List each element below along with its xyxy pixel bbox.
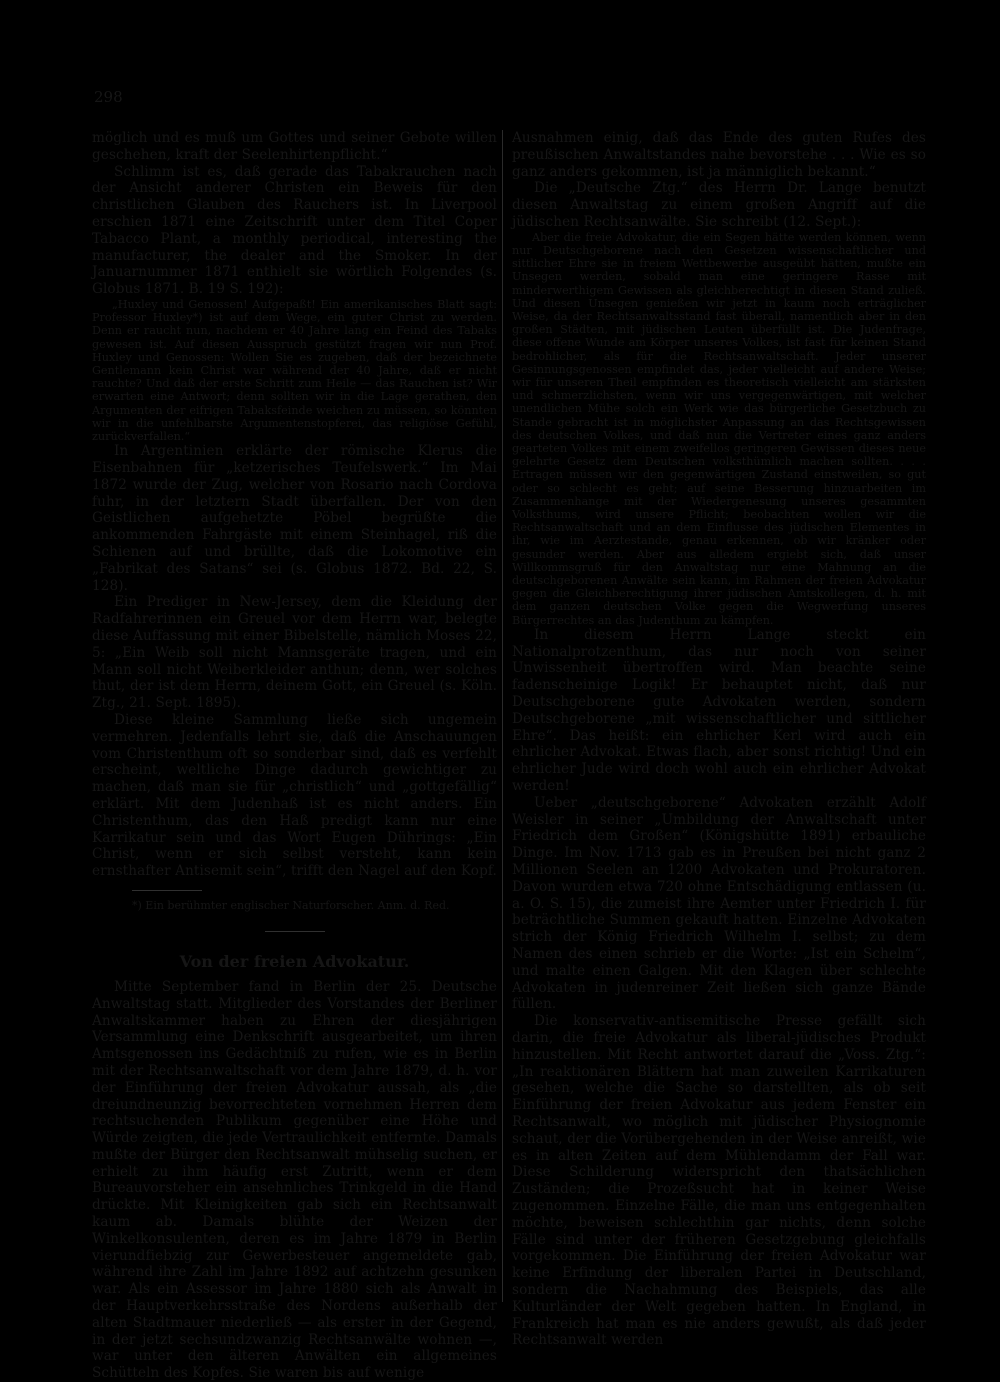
footnote-rule (132, 890, 202, 891)
paragraph: In diesem Herrn Lange steckt ein Nationalprotzenthum, das nur noch von seiner Unwissenheit übertroffen wird. Man beachte seine fadenscheinige Logik! Er behauptet nicht, daß nur Deutschgeborene gute Advokaten werden, sondern Deutschgeborene „mit wissenschaftlicher und sittlicher Ehre“. Das heißt: ein ehrlicher Kerl wird auch ein ehrlicher Advokat. Etwas flach, aber sonst richtig! Und ein ehrlicher Jude wird doch wohl auch ein ehrlicher Advokat werden! (512, 626, 926, 795)
paragraph: Diese kleine Sammlung ließe sich ungemein vermehren. Jedenfalls lehrt sie, daß die Anschauungen vom Christenthum oft so sonderbar sind, daß es verfehlt erscheint, weltliche Dinge dadurch gewichtiger zu machen, daß man sie für „christlich“ und „gottgefällig“ erklärt. Mit dem Judenhaß ist es nicht anders. Ein Christenthum, das den Haß predigt kann nur eine Karrikatur sein und das Wort Eugen Dührings: „Ein Christ, wenn er sich selbst versteht, kann kein ernsthafter Antisemit sein“, trifft den Nagel auf den Kopf. (92, 711, 497, 880)
paragraph: Mitte September fand in Berlin der 25. Deutsche Anwaltstag statt. Mitglieder des Vorstandes der Berliner Anwaltskammer haben zu Ehren der diesjährigen Versammlung eine Denkschrift ausgearbeitet, um ihren Amtsgenossen ins Gedächtniß zu rufen, wie es in Berlin mit der Rechtsanwaltschaft vor dem Jahre 1879, d. h. vor der Einführung der freien Advokatur aussah, als „die dreiundneunzig bevorrechteten vornehmen Herren dem rechtsuchenden Publikum gegenüber eine Höhe und Würde zeigten, die jede Vertraulichkeit entfernte. Damals mußte der Bürger den Rechtsanwalt mühselig suchen, er erhielt zu ihm häufig erst Zutritt, wenn er dem Bureauvorsteher ein ansehnliches Trinkgeld in die Hand drückte. Mit Kleinigkeiten gab sich ein Rechtsanwalt kaum ab. Damals blühte der Weizen der Winkelkonsulenten, deren es im Jahre 1879 in Berlin vierundfiebzig zur Gewerbesteuer angemeldete gab, während ihre Zahl im Jahre 1892 auf achtzehn gesunken war. Als ein Assessor im Jahre 1880 sich als Anwalt in der Hauptverkehrsstraße des Nordens außerhalb der alten Stadtmauer niederließ — als erster in der Gegend, in der jetzt sechsundzwanzig Rechtsanwälte wohnen —, war unter den älteren Anwälten ein allgemeines Schütteln des Kopfes. Sie waren bis auf wenige (92, 978, 497, 1382)
paragraph: Ein Prediger in New-Jersey, dem die Kleidung der Radfahrerinnen ein Greuel vor dem Herrn war, belegte diese Auffassung mit einer Bibelstelle, nämlich Moses 22, 5: „Ein Weib soll nicht Mannsgeräte tragen, und ein Mann soll nicht Weiberkleider anthun; denn, wer solches thut, der ist dem Herrn, deinem Gott, ein Greuel (s. Köln. Ztg., 21. Sept. 1895). (92, 594, 497, 712)
page-number: 298 (94, 88, 123, 106)
section-heading: Von der freien Advokatur. (179, 951, 410, 971)
column-divider (502, 130, 503, 1302)
block-quote: Aber die freie Advokatur, die ein Segen hätte werden können, wenn nur Deutschgeborene nach den Gesetzen wissenschaftlicher und sittlicher Ehre sie in freiem Wettbewerbe ausgeübt hätten, mußte ein Unsegen werden, sobald man eine geringere Rasse mit minderwerthigem Gewissen als gleichberechtigt in diesen Stand zuließ. Und diesen Unsegen genießen wir jetzt in kaum noch erträglicher Weise, da der Rechtsanwaltsstand fast überall, namentlich aber in den großen Städten, mit jüdischen Leuten überfüllt ist. Die Judenfrage, diese offene Wunde am Körper unseres Volkes, ist fast für keinen Stand bedrohlicher, als für die Rechtsanwaltschaft. Jeder unserer Gesinnungsgenossen empfindet das, jeder vielleicht auf andere Weise; wir für unseren Theil empfinden es theoretisch vielleicht am stärksten und schmerzlichsten, wenn wir uns vergegenwärtigen, mit welcher unendlichen Mühe solch ein Werk wie das bürgerliche Gesetzbuch zu Stande gebracht ist in möglichster Anpassung an das Rechtsgewissen des deutschen Volkes, und daß nun die Vertreter eines ganz anders gearteten Volkes mit einem zweifellos geringeren Gewissen dieses neue gelehrte Gesetz dem Deutschen volksthümlich machen sollten. . . . Ertragen müssen wir den gegenwärtigen Zustand einstweilen, so gut oder so schlecht es geht; auf seine Besserung hinzuarbeiten im Zusammenhange mit der Wiedergenesung unseres gesammten Volksthums, wird unsere Pflicht; beobachten wollen wir die Rechtsanwaltschaft und an dem Einflusse des jüdischen Elementes in ihr, wie im Aerztestande, genau erkennen, ob wir kränker oder gesunder werden. Aber aus alledem ergiebt sich, daß unser Willkommsgruß für den Anwaltstag nur eine Mahnung an die deutschgeborenen Anwälte sein kann, im Rahmen der freien Advokatur gegen die Gleichberechtigung ihrer jüdischen Amtskollegen, d. h. mit dem ganzen deutschen Volke gegen die Wegwerfung unseres Bürgerrechtes an das Judenthum zu kämpfen. (512, 230, 926, 627)
block-quote: „Huxley und Genossen! Aufgepaßt! Ein amerikanisches Blatt sagt: Professor Huxley*) ist auf dem Wege, ein guter Christ zu werden. Denn er raucht nun, nachdem er 40 Jahre lang ein Feind des Tabaks gewesen ist. Auf diesen Ausspruch gestützt fragen wir nun Prof. Huxley und Genossen: Wollen Sie es zugeben, daß der bezeichnete Gentlemann kein Christ war während der 40 Jahre, daß er nicht rauchte? Und daß der erste Schritt zum Heile — das Rauchen ist? Wir erwarten eine Antwort; denn sollten wir in die Lage gerathen, den Argumenten der eifrigen Tabaksfeinde weichen zu müssen, so könnten wir in die unfehlbarste Argumentenstopferei, das religiöse Gefühl, zurückverfallen.“ (92, 297, 497, 443)
left-column (92, 130, 497, 1382)
paragraph: Schlimm ist es, daß gerade das Tabakrauchen nach der Ansicht anderer Christen ein Beweis für den christlichen Glauben des Rauchers ist. In Liverpool erschien 1871 eine Zeitschrift unter dem Titel Coper Tabacco Plant, a monthly periodical, interesting the manufacturer, the dealer and the Smoker. In der Januarnummer 1871 enthielt sie wörtlich Folgendes (s. Globus 1871. B. 19 S. 192): (92, 163, 497, 298)
paragraph: In Argentinien erklärte der römische Klerus die Eisenbahnen für „ketzerisches Teufelswerk.“ Im Mai 1872 wurde der Zug, welcher von Rosario nach Cordova fuhr, in der letztern Stadt überfallen. Der von den Geistlichen aufgehetzte Pöbel begrüßte die ankommenden Fahrgäste mit einem Steinhagel, riß die Schienen auf und brüllte, daß die Lokomotive ein „Fabrikat des Satans“ sei (s. Globus 1872. Bd. 22, S. 128). (92, 443, 497, 594)
right-column (512, 130, 926, 1349)
paragraph: Die „Deutsche Ztg.“ des Herrn Dr. Lange benutzt diesen Anwaltstag zu einem großen Angriff auf die jüdischen Rechtsanwälte. Sie schreibt (12. Sept.): (512, 180, 926, 230)
paragraph: Ausnahmen einig, daß das Ende des guten Rufes des preußischen Anwaltstandes nahe bevorstehe . . . Wie es so ganz anders gekommen, ist ja männiglich bekannt.“ (512, 130, 926, 180)
paragraph: Die konservativ-antisemitische Presse gefällt sich darin, die freie Advokatur als liberal-jüdisches Produkt hinzustellen. Mit Recht antwortet darauf die „Voss. Ztg.“: „In reaktionären Blättern hat man zuweilen Karrikaturen gesehen, welche die Sache so darstellten, als ob seit Einführung der freien Advokatur aus jedem Fenster ein Rechtsanwalt, wo möglich mit jüdischer Physiognomie schaut, der die Vorübergehenden in der Weise anreißt, wie es in alten Zeiten auf dem Mühlendamm der Fall war. Diese Schilderung widerspricht den thatsächlichen Zuständen; die Prozeßsucht hat in keiner Weise zugenommen. Einzelne Fälle, die man uns entgegenhalten möchte, beweisen schlechthin gar nichts, denn solche Fälle sind unter der früheren Gesetzgebung gleichfalls vorgekommen. Die Einführung der freien Advokatur war keine Erfindung der liberalen Partei in Deutschland, sondern die Nachahmung des Beispiels, das alle Kulturländer der Welt gegeben hatten. In England, in Frankreich hat man es nie anders gewußt, als daß jeder Rechtsanwalt werden (512, 1013, 926, 1349)
paragraph: Ueber „deutschgeborene“ Advokaten erzählt Adolf Weisler in seiner „Umbildung der Anwaltschaft unter Friedrich dem Großen“ (Königshütte 1891) erbauliche Dinge. Im Nov. 1713 gab es in Preußen bei nicht ganz 2 Millionen Seelen an 1200 Advokaten und Prokuratoren. Davon wurden etwa 720 ohne Entschädigung entlassen (u. a. O. S. 15), die zumeist ihre Aemter unter Friedrich I. für beträchtliche Summen gekauft hatten. Einzelne Advokaten strich der König Friedrich Wilhelm I. selbst; zu dem Namen des einen schrieb er die Worte: „Ist ein Schelm“, und malte einen Galgen. Mit den Klagen über schlechte Advokaten in judenreiner Zeit ließen sich ganze Bände füllen. (512, 794, 926, 1013)
footnote: *) Ein berühmter englischer Naturforscher. Anm. d. Red. (132, 898, 450, 912)
paragraph: möglich und es muß um Gottes und seiner Gebote willen geschehen, kraft der Seelenhirtenpflicht.“ (92, 130, 497, 163)
section-separator (265, 931, 325, 932)
